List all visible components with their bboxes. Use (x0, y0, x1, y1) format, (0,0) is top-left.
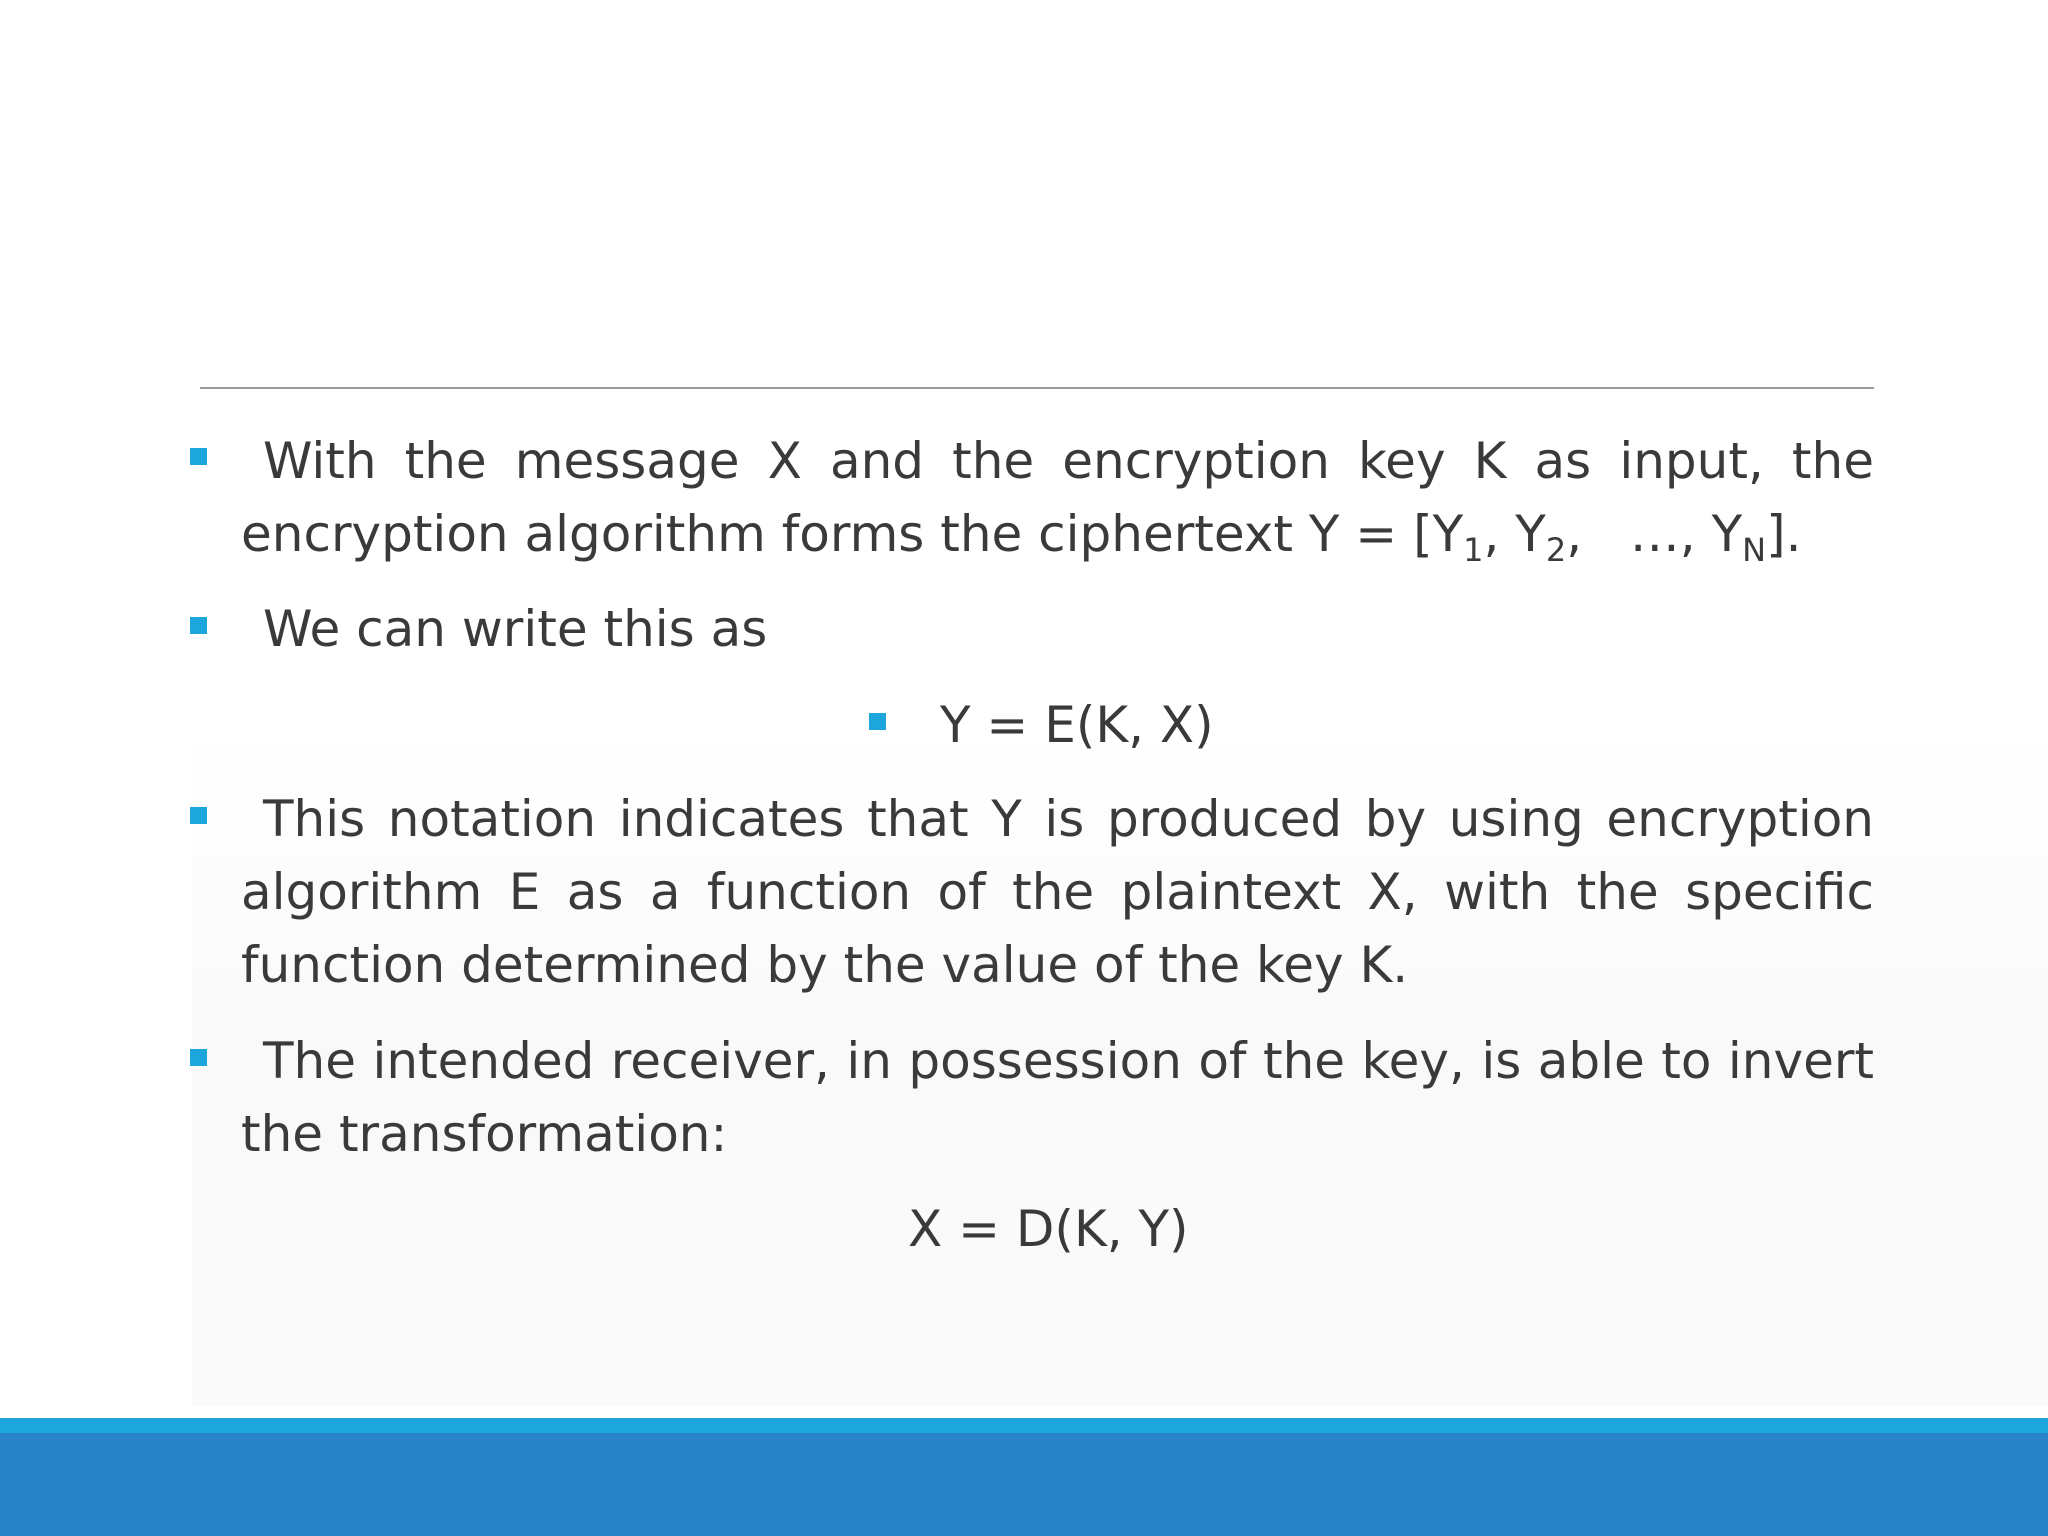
bullet-marker-1 (190, 448, 207, 465)
bullet-marker-4 (190, 1049, 207, 1066)
ciphertext-prefix: encryption algorithm forms the ciphertext Y = [Y (241, 505, 1464, 563)
decryption-equation: X = D(K, Y) (908, 1200, 1189, 1258)
bullet-3-line-2: algorithm E as a function of the plaintext X, with the specific (241, 863, 1874, 921)
bullet-marker-2 (190, 617, 207, 634)
bullet-marker-3 (190, 807, 207, 824)
bullet-paragraph-2 (241, 593, 1874, 666)
encryption-equation: Y = E(K, X) (940, 696, 1214, 754)
bullet-4-line-2: the transformation: (241, 1105, 728, 1163)
bullet-paragraph-1 (241, 425, 1874, 571)
bullet-2-text: We can write this as (263, 600, 768, 658)
bullet-1-line-1: With the message X and the encryption key K as input, the (263, 432, 1874, 490)
bullet-3-line-3: function determined by the value of the key K. (241, 936, 1409, 994)
footer-band-light (0, 1418, 2048, 1433)
subscript-n: N (1742, 531, 1767, 569)
bullet-paragraph-4 (241, 1025, 1874, 1171)
ciphertext-mid-2: , …, Y (1566, 505, 1743, 563)
bullet-3-line-1: This notation indicates that Y is produced by using encryption (263, 790, 1874, 848)
ciphertext-suffix: ]. (1766, 505, 1802, 563)
sub-bullet-marker (869, 713, 886, 730)
bullet-4-line-1: The intended receiver, in possession of the key, is able to invert (263, 1032, 1874, 1090)
subscript-1: 1 (1463, 531, 1484, 569)
bullet-1-line-2 (241, 498, 1874, 571)
bullet-paragraph-3 (241, 783, 1874, 1002)
subscript-2: 2 (1545, 531, 1567, 569)
footer-band-dark (0, 1433, 2048, 1536)
ciphertext-mid-1: , Y (1483, 505, 1546, 563)
